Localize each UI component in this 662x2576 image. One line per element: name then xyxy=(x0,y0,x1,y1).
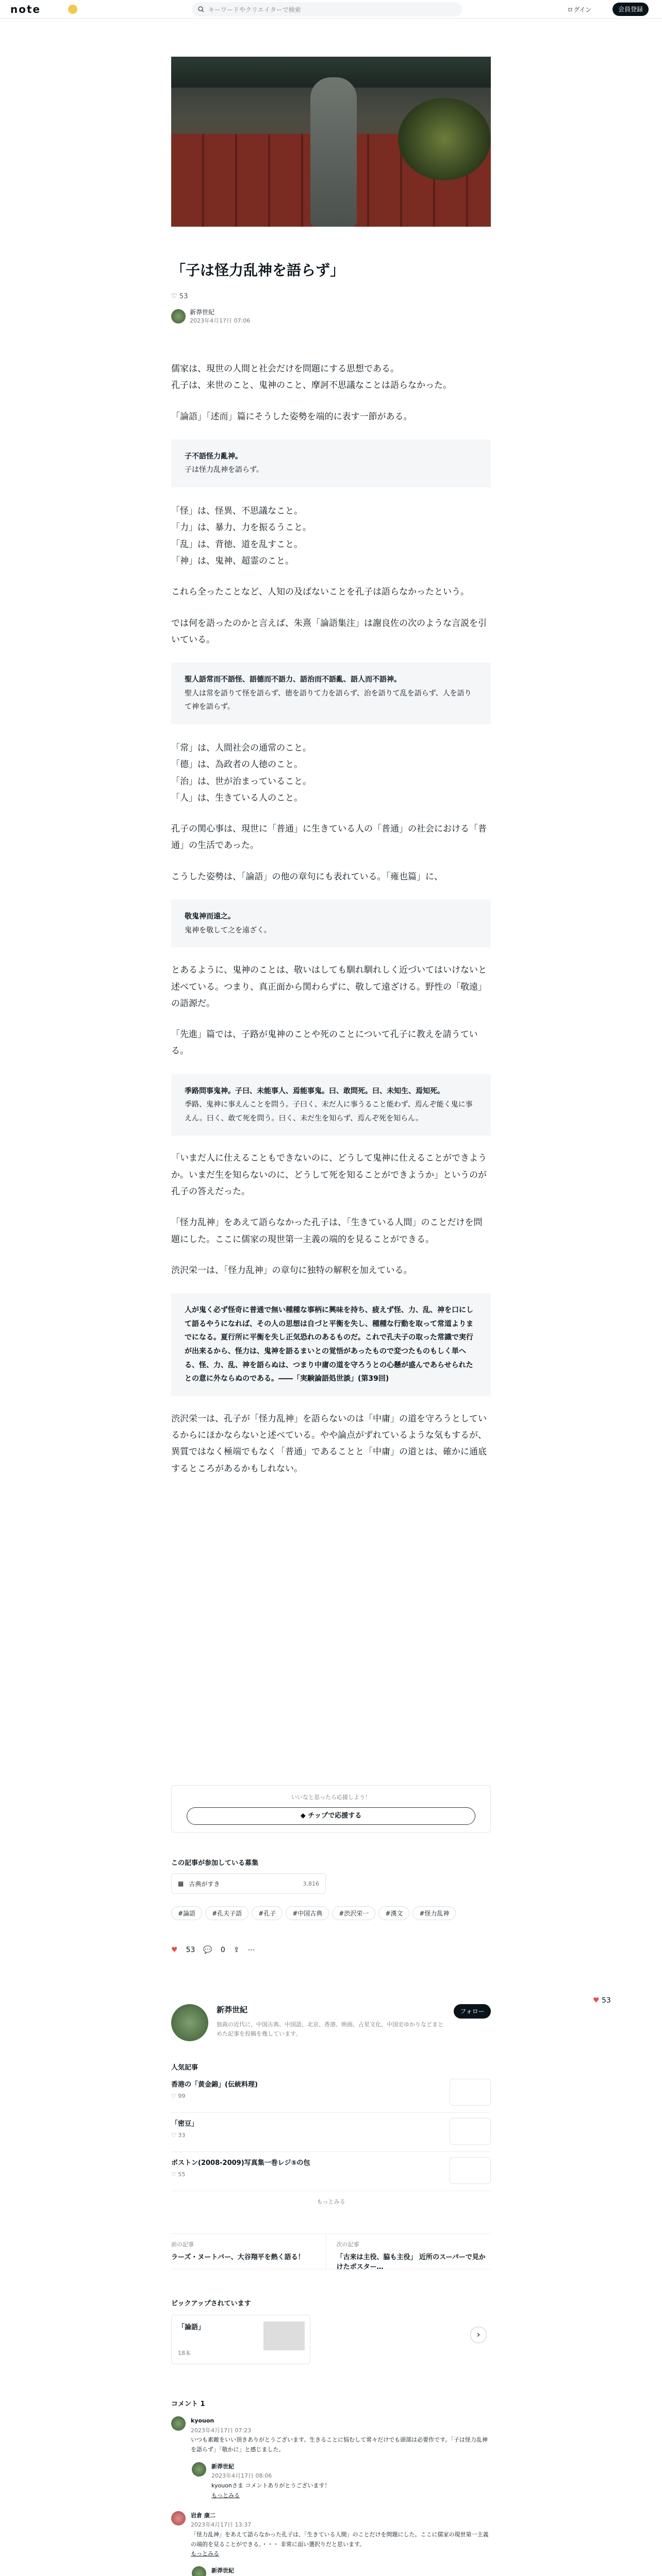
signup-button[interactable]: 会員登録 xyxy=(613,3,649,16)
para: 「怪力乱神」をあえて語らなかった孔子は、「生きている人間」のことだけを問題にした。ここに儒家の現世第一主義の端的を見ることができる。 xyxy=(171,1217,483,1245)
para: 「神」は、鬼神、超霊のこと。 xyxy=(171,555,294,566)
popular-likes: 99 xyxy=(178,2093,186,2099)
list-item[interactable]: 「密豆」 ♡ 33 xyxy=(171,2118,491,2152)
magazine-section xyxy=(171,1857,491,1954)
comment-body: 「怪力乱神」をあえて語らなかった孔子は、「生きている人間」のことだけを問題にした。ここに儒家の現世第一主義の端的を見ることができる。・・・ 非常に面い選択りだと思います。 xyxy=(191,2531,489,2548)
like-count: 53 xyxy=(186,1946,195,1954)
prev-label: 前の記事 xyxy=(171,2241,194,2248)
avatar[interactable] xyxy=(171,2416,186,2431)
comment-item xyxy=(171,2511,491,2559)
magazine-label: この記事が参加している募集 xyxy=(171,1859,259,1867)
search-input[interactable] xyxy=(192,2,462,16)
avatar[interactable] xyxy=(192,2566,206,2576)
prev-next-nav xyxy=(171,2233,491,2269)
prev-article[interactable] xyxy=(171,2234,326,2269)
para: とあるように、鬼神のことは、敬いはしても馴れ馴れしく近づいてはいけないと述べている。つまり、真正面から関わらずに、敬して遠ざける。野性の「敬遠」の語源だ。 xyxy=(171,965,487,1009)
comment-author[interactable]: 新莽世紀 xyxy=(211,2463,234,2470)
prev-title: ラーズ・ヌートバー、大谷翔平を熱く語る！ xyxy=(171,2253,305,2261)
like-count: 53 xyxy=(179,293,188,301)
tag[interactable]: #論語 xyxy=(171,1906,202,1920)
like-count-top[interactable]: ♡ 53 xyxy=(171,293,188,301)
article-title: 「子は怪力乱神を語らず」 xyxy=(171,262,345,279)
magazine-name: 古典がすき xyxy=(189,1880,220,1888)
list-item[interactable]: ボストン(2008-2009)写真集一巻レジ⑤の包 ♡ 55 xyxy=(171,2157,491,2191)
comment-date: 2023年4月17日 07:23 xyxy=(191,2427,252,2434)
comments-section xyxy=(171,2398,491,2576)
comment-author[interactable]: 新莽世紀 xyxy=(211,2567,234,2574)
author-avatar[interactable] xyxy=(171,2004,208,2041)
follow-button[interactable]: フォロー xyxy=(454,2004,491,2019)
quote-body: 子は怪力乱神を語らず。 xyxy=(185,466,263,474)
quote-head: 敬鬼神而遠之。 xyxy=(185,912,235,921)
next-label: 次の記事 xyxy=(336,2241,359,2248)
comments-count: 1 xyxy=(200,2400,205,2408)
para: 「力」は、暴力、力を振るうこと。 xyxy=(171,522,311,533)
author-bio: 独裁の近代に、中国古典、中国語、北京、香港、映画、占星文化、中国史ゆかりなどまとめた記事を投稿を幾しています。 xyxy=(217,2021,443,2037)
quote-body: 季路、鬼神に事えんことを問う。子曰く、未だ人に事うること能わず、焉んぞ能く鬼に事えん。曰く、敢て死を問う。曰く、未だ生を知らず、焉んぞ死を知らん。 xyxy=(185,1100,473,1123)
tip-icon: ◆ xyxy=(300,1812,308,1820)
comment-reply xyxy=(192,2566,491,2576)
top-header xyxy=(0,0,662,19)
tag[interactable]: #孔子 xyxy=(252,1906,283,1920)
tag[interactable]: #怪力乱神 xyxy=(412,1906,456,1920)
thumbnail xyxy=(450,2079,491,2106)
para: 孔子は、来世のこと、鬼神のこと、摩訶不思議なことは語らなかった。 xyxy=(171,380,452,391)
magazine-icon: ▦ xyxy=(178,1880,184,1887)
quote-body: 人が鬼く必ず怪奇に普通で無い種種な事柄に興味を持ち、疲えず怪、力、乱、神を口にして語るやうになれば、その人の思想は自づと平衡を失し、種種な行動を取って常道よりまでになる。夏行所に平衡を失し正気恐れのあるものだ。これで孔夫子の取った常識で実行が出来るから、怪力は、鬼神を語るまいとの覚悟があったもので変つたものもしく単へる、怪、力、乱、神を語らぬは、つまり中庸の道を守ろうとの心懸が盛んであらせられたとの意に外ならぬのである。――「実験論語処世談」(第39回) xyxy=(185,1306,473,1383)
bulb-icon xyxy=(68,5,77,14)
author-meta xyxy=(171,308,491,325)
comment-icon[interactable]: 💬 xyxy=(203,1946,212,1954)
more-link[interactable]: もっとみる xyxy=(191,2550,219,2557)
popular-title: ボストン(2008-2009)写真集一巻レジ⑤の包 xyxy=(171,2159,310,2167)
quote-body: 聖人は常を語りて怪を語らず、德を語りて力を語らず、治を語りて乱を語らず、人を語りて神を語らず。 xyxy=(185,689,472,711)
search-icon xyxy=(198,6,204,12)
pickup-label: ピックアップされています xyxy=(171,2300,251,2308)
para: 孔子の関心事は、現世に「普通」に生きている人の「普通」の社会における「普通」の生活であった。 xyxy=(171,824,487,851)
tip-button[interactable] xyxy=(187,1807,475,1825)
para: 渋沢栄一は、孔子が「怪力乱神」を語らないのは「中庸」の道を守ろうとしているからにほかならないと述べている。やや論点がずれているような気もするが、異質ではなく極端でもなく「普通」であることと「中庸」の道とは、確かに通底するところがあるかもしれない。 xyxy=(171,1413,487,1474)
quote-body: 鬼神を敬して之を遠ざく。 xyxy=(185,926,271,935)
popular-likes: 33 xyxy=(178,2132,186,2139)
logo-text: note xyxy=(10,3,41,15)
author-name[interactable]: 新莽世紀 xyxy=(190,309,215,316)
tag[interactable]: #渋沢栄一 xyxy=(332,1906,375,1920)
author-box xyxy=(171,2004,491,2206)
heart-icon: ♥ xyxy=(593,1996,602,2005)
pickup-section xyxy=(171,2298,491,2364)
popular-title: 「密豆」 xyxy=(171,2120,198,2128)
login-link[interactable]: ログイン xyxy=(567,6,592,13)
heart-icon[interactable]: ♥ xyxy=(171,1946,178,1954)
magazine-count: 3,816 xyxy=(303,1880,319,1887)
tag[interactable]: #漢文 xyxy=(378,1906,409,1920)
more-link[interactable]: もっとみる xyxy=(317,2198,345,2205)
next-title: 「古来は主役、脇も主役」 近所のスーパーで見かけたポスター… xyxy=(336,2253,486,2271)
thumbnail xyxy=(450,2157,491,2184)
magazine-card[interactable] xyxy=(171,1873,326,1894)
comment-body: kyouonさま コメントありがとうございます！ xyxy=(211,2482,330,2489)
side-like[interactable] xyxy=(593,1996,611,2005)
tag[interactable]: #中国古典 xyxy=(286,1906,329,1920)
para: 「常」は、人間社会の通常のこと。 xyxy=(171,742,311,753)
tip-label: チップで応援する xyxy=(308,1812,362,1820)
quote-head: 季路問事鬼神。子曰、未能事人、焉能事鬼。曰、敢問死。曰、未知生、焉知死。 xyxy=(185,1087,444,1095)
chevron-right-icon[interactable]: › xyxy=(470,2327,487,2343)
avatar[interactable] xyxy=(171,2511,186,2526)
para: 「論語」「述而」篇にそうした姿勢を端的に表す一節がある。 xyxy=(171,411,412,422)
tag[interactable]: #孔夫子語 xyxy=(205,1906,249,1920)
popular-label: 人気記事 xyxy=(171,2064,198,2072)
quote-block xyxy=(171,663,491,724)
quote-block xyxy=(171,1074,491,1136)
search-placeholder: キーワードやクリエイターで検索 xyxy=(208,6,301,13)
pickup-count: 18本 xyxy=(178,2350,191,2357)
quote-block xyxy=(171,900,491,947)
pickup-name: 「論語」 xyxy=(178,2324,205,2331)
tag-list xyxy=(171,1906,491,1920)
para: これら全ったことなど、人知の及ばないことを孔子は語らなかったという。 xyxy=(171,587,469,598)
article-header xyxy=(171,260,491,325)
pickup-thumb xyxy=(263,2321,305,2350)
comment-author[interactable]: kyouon xyxy=(191,2417,214,2424)
action-bar xyxy=(171,1946,491,1954)
para: 「人」は、生きている人のこと。 xyxy=(171,792,303,803)
para: 「德」は、為政者の人徳のこと。 xyxy=(171,759,303,770)
side-like-count: 53 xyxy=(602,1996,611,2005)
para: こうした姿勢は、「論語」の他の章句にも表れている。「雍也篇」に、 xyxy=(171,871,443,882)
list-item[interactable]: 香港の「黄金錦」(伝統料理) ♡ 99 xyxy=(171,2079,491,2113)
hero-image xyxy=(171,57,491,227)
para: 「乱」は、背徳、道を乱すこと。 xyxy=(171,539,303,550)
quote-block xyxy=(171,439,491,487)
popular-list xyxy=(171,2079,491,2206)
comment-date: 2023年4月17日 08:06 xyxy=(211,2472,272,2480)
article-body xyxy=(171,361,491,1477)
para: 「いまだ人に仕えることもできないのに、どうして鬼神に仕えることができようか。いまだ生を知らないのに、どうして死を知ることができようか」というのが孔子の答えだった。 xyxy=(171,1153,487,1197)
quote-head: 聖人語常而不語怪、語德而不語力、語治而不語亂、語人而不語神。 xyxy=(185,675,401,684)
popular-likes: 55 xyxy=(178,2171,186,2178)
comment-date: 2023年4月17日 13:37 xyxy=(191,2521,252,2529)
para: では何を語ったのかと言えば、朱熹「論語集注」は謝良佐の次のような言説を引いている。 xyxy=(171,618,487,645)
more-icon[interactable]: ⋯ xyxy=(247,1946,255,1954)
para: 儒家は、現世の人間と社会だけを問題にする思想である。 xyxy=(171,364,399,374)
support-box xyxy=(171,1785,491,1833)
support-prompt: いいなと思ったら応援しよう！ xyxy=(291,1794,371,1801)
thumbnail xyxy=(450,2118,491,2145)
comment-author[interactable]: 岩倉 康二 xyxy=(191,2512,216,2519)
pickup-card[interactable] xyxy=(171,2315,310,2364)
more-link[interactable]: もっとみる xyxy=(211,2492,240,2499)
para: 「怪」は、怪異、不思議なこと。 xyxy=(171,506,303,517)
avatar[interactable] xyxy=(171,309,186,324)
para: 「先進」篇では、子路が鬼神のことや死のことについて孔子に教えを請うている。 xyxy=(171,1029,478,1057)
avatar[interactable] xyxy=(192,2462,206,2477)
quote-block xyxy=(171,1293,491,1396)
comment-reply xyxy=(192,2462,491,2501)
author-name[interactable]: 新莽世紀 xyxy=(217,2005,248,2014)
comment-count: 0 xyxy=(220,1946,225,1954)
share-icon[interactable]: ⇪ xyxy=(233,1946,240,1954)
quote-head: 子不語怪力亂神。 xyxy=(185,452,242,461)
para: 渋沢栄一は、「怪力乱神」の章句に独特の解釈を加えている。 xyxy=(171,1265,412,1276)
comment-item xyxy=(171,2416,491,2455)
next-article[interactable] xyxy=(326,2234,491,2269)
comment-body: いつも素敵をいい頂きありがとうございます。生きることに悩むして常々だけでも頭部は必要作です。「子は怪力乱神を語らず」「敬かに」と感じました。 xyxy=(191,2436,488,2453)
note-logo[interactable] xyxy=(10,3,41,15)
post-date: 2023年4月17日 07:06 xyxy=(190,317,251,325)
comments-label: コメント xyxy=(171,2400,198,2408)
para: 「治」は、世が治まっていること。 xyxy=(171,776,311,787)
popular-title: 香港の「黄金錦」(伝統料理) xyxy=(171,2081,258,2089)
